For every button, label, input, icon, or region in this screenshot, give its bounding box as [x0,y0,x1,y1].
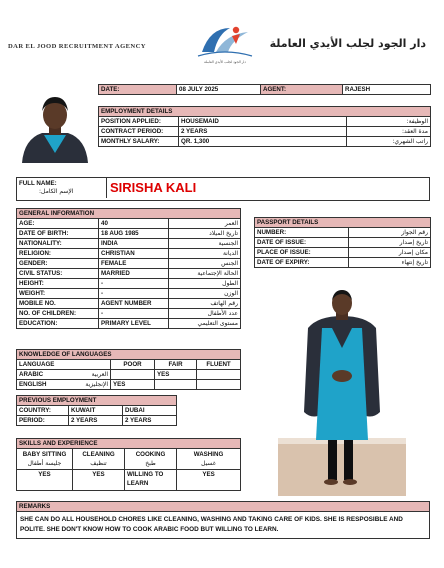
position-label: POSITION APPLIED: [99,117,179,127]
children-label-ar: عدد الأطفال [169,309,241,319]
age-label: AGE: [17,219,99,229]
arabic-fair: YES [155,370,197,380]
height-label-ar: الطول [169,279,241,289]
passport-table [254,217,431,268]
religion-value: CHRISTIAN [99,249,169,259]
washing-value: YES [177,470,241,491]
weight-value: - [99,289,169,299]
fluent-header: FLUENT [197,360,241,370]
religion-label-ar: الديانة [169,249,241,259]
dob-label-ar: تاريخ الميلاد [169,229,241,239]
religion-label: RELIGION: [17,249,99,259]
remarks-title: REMARKS [17,502,430,512]
logo-caption: دار الجود لجلب الأيدي العاملة [204,60,246,64]
issue-date-label-ar: تاريخ إصدار [349,238,431,248]
english-fair [155,380,197,390]
languages-title: KNOWLEDGE OF LANGUAGES [17,350,241,360]
arabic-label: ARABIC [17,370,69,380]
education-value: PRIMARY LEVEL [99,319,169,329]
height-label: HEIGHT: [17,279,99,289]
arabic-poor [111,370,155,380]
skill-babysitting: BABY SITTING جليسة أطفال [17,449,73,470]
period-label: PERIOD: [17,416,69,426]
expiry-date-label-ar: تاريخ إنتهاء [349,258,431,268]
date-agent-table [98,84,431,95]
education-label-ar: مستوى التعليمي [169,319,241,329]
skills-title: SKILLS AND EXPERIENCE [17,439,241,449]
children-label: NO. OF CHILDREN: [17,309,99,319]
passport-number-label: NUMBER: [255,228,349,238]
nationality-label-ar: الجنسية [169,239,241,249]
mobile-value: AGENT NUMBER [99,299,169,309]
english-poor: YES [111,380,155,390]
position-value: HOUSEMAID [179,117,347,127]
country-1: KUWAIT [69,406,123,416]
passport-number-label-ar: رقم الجواز [349,228,431,238]
country-label: COUNTRY: [17,406,69,416]
skill-washing: WASHING غسيل [177,449,241,470]
passport-title: PASSPORT DETAILS [255,218,431,228]
applicant-photo-full [278,288,406,496]
salary-value: QR. 1,300 [179,137,347,147]
agent-value: RAJESH [343,85,431,95]
children-value: - [99,309,169,319]
arabic-label-ar: العربية [69,370,111,380]
previous-employment-table [16,395,177,426]
full-name-box [16,177,430,201]
date-label: DATE: [99,85,177,95]
mobile-label-ar: رقم الهاتف [169,299,241,309]
gender-value: FEMALE [99,259,169,269]
issue-place-label-ar: مكان إصدار [349,248,431,258]
nationality-label: NATIONALITY: [17,239,99,249]
general-info-table [16,208,241,329]
skill-cleaning: CLEANING تنظيف [73,449,125,470]
skill-cooking: COOKING طبخ [125,449,177,470]
employment-table [98,106,431,147]
civil-status-value: MARRIED [99,269,169,279]
english-label: ENGLISH [17,380,69,390]
contract-value: 2 YEARS [179,127,347,137]
previous-employment-title: PREVIOUS EMPLOYMENT [17,396,177,406]
languages-table [16,349,241,390]
civil-status-label-ar: الحالة الإجتماعية [169,269,241,279]
nationality-value: INDIA [99,239,169,249]
poor-header: POOR [111,360,155,370]
gender-label: GENDER: [17,259,99,269]
remarks-text: SHE CAN DO ALL HOUSEHOLD CHORES LIKE CLEANING, WASHING AND TAKING CARE OF KIDS. SHE IS RESPOSIBLE AND POLITE. SHE DON'T KNOW HOW TO COOK ARABIC FOOD BUT WILLING TO LEARN. [17,512,430,539]
civil-status-label: CIVIL STATUS: [17,269,99,279]
general-info-title: GENERAL INFORMATION [17,209,241,219]
dob-value: 18 AUG 1985 [99,229,169,239]
name-divider [106,178,107,198]
expiry-date-label: DATE OF EXPIRY: [255,258,349,268]
full-name-value: SIRISHA KALI [110,180,197,195]
country-2: DUBAI [123,406,177,416]
date-value: 08 JULY 2025 [177,85,261,95]
english-label-ar: الإنجليزية [69,380,111,390]
babysitting-value: YES [17,470,73,491]
remarks-table [16,501,430,539]
period-2: 2 YEARS [123,416,177,426]
dob-label: DATE OF BIRTH: [17,229,99,239]
weight-label-ar: الوزن [169,289,241,299]
fair-header: FAIR [155,360,197,370]
salary-label: MONTHLY SALARY: [99,137,179,147]
height-value: - [99,279,169,289]
age-value: 40 [99,219,169,229]
salary-label-ar: راتب الشهري: [347,137,431,147]
full-name-label-ar: الإسم الكامل: [39,188,74,195]
education-label: EDUCATION: [17,319,99,329]
agency-logo-icon [196,22,254,62]
agency-name-ar: دار الجود لجلب الأيدي العاملة [269,37,426,50]
position-label-ar: الوظيفة: [347,117,431,127]
age-label-ar: العمر [169,219,241,229]
weight-label: WEIGHT: [17,289,99,299]
full-name-label: FULL NAME: [19,180,57,187]
skills-table [16,438,241,491]
mobile-label: MOBILE NO. [17,299,99,309]
period-1: 2 YEARS [69,416,123,426]
applicant-photo-small [16,91,94,163]
issue-date-label: DATE OF ISSUE: [255,238,349,248]
agent-label: AGENT: [261,85,343,95]
cooking-value: WILLING TO LEARN [125,470,177,491]
agency-name-en: DAR EL JOOD RECRUITMENT AGENCY [8,43,146,50]
arabic-fluent [197,370,241,380]
gender-label-ar: الجنس [169,259,241,269]
issue-place-label: PLACE OF ISSUE: [255,248,349,258]
language-header: LANGUAGE [17,360,111,370]
contract-label-ar: مدة العقد: [347,127,431,137]
contract-label: CONTRACT PERIOD: [99,127,179,137]
employment-title: EMPLOYMENT DETAILS [99,107,431,117]
english-fluent [197,380,241,390]
cleaning-value: YES [73,470,125,491]
